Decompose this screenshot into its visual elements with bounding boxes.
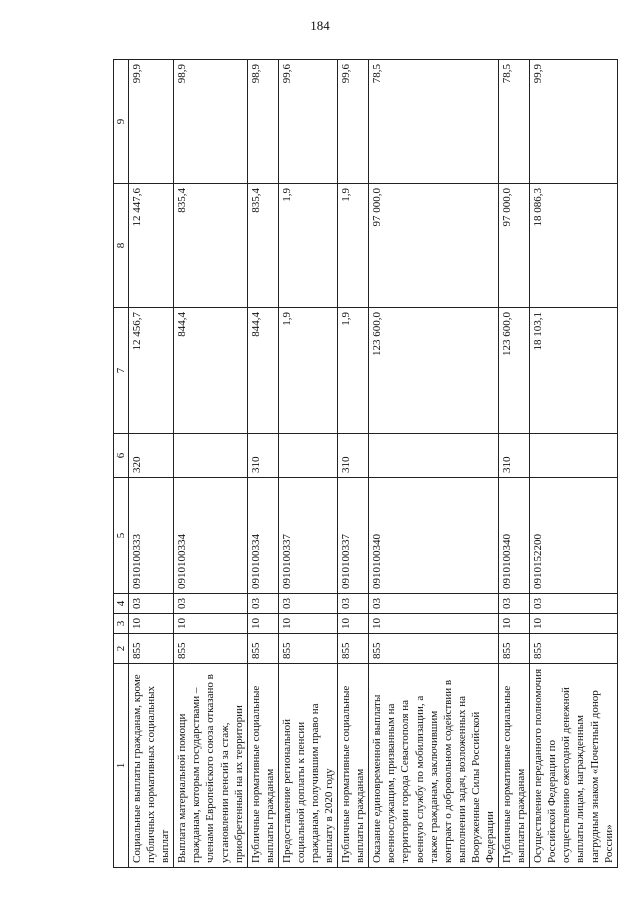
row-target-code: 0910100337 xyxy=(278,478,337,594)
row-percent: 99,9 xyxy=(530,60,617,184)
row-target-code: 0910100337 xyxy=(338,478,369,594)
row-admin-code: 855 xyxy=(174,634,247,664)
header-row xyxy=(114,60,129,868)
row-description: Социальные выплаты гражданам, кроме публичных нормативных социальных выплат xyxy=(129,664,174,868)
row-planned-amount: 18 103,1 xyxy=(530,308,617,434)
row-description: Выплата материальной помощи гражданам, которым государствами – членами Европейского союза отказано в установлении пенсий за стаж, приобретенный на их территории xyxy=(174,664,247,868)
row-expense-type xyxy=(369,434,499,478)
row-planned-amount: 12 456,7 xyxy=(129,308,174,434)
row-percent: 99,6 xyxy=(338,60,369,184)
row-admin-code: 855 xyxy=(530,634,617,664)
row-admin-code: 855 xyxy=(247,634,278,664)
row-planned-amount: 1,9 xyxy=(338,308,369,434)
row-planned-amount: 123 600,0 xyxy=(369,308,499,434)
row-expense-type xyxy=(278,434,337,478)
row-planned-amount: 844,4 xyxy=(247,308,278,434)
header-cell: 7 xyxy=(114,308,129,434)
row-expense-type xyxy=(174,434,247,478)
row-percent: 98,9 xyxy=(247,60,278,184)
row-actual-amount: 835,4 xyxy=(174,184,247,308)
row-expense-type: 310 xyxy=(338,434,369,478)
row-admin-code: 855 xyxy=(369,634,499,664)
row-admin-code: 855 xyxy=(278,634,337,664)
row-actual-amount: 12 447,6 xyxy=(129,184,174,308)
row-percent: 78,5 xyxy=(499,60,530,184)
header-cell: 2 xyxy=(114,634,129,664)
row-target-code: 0910100334 xyxy=(174,478,247,594)
row-description: Оказание единовременной выплаты военнослужащим, призванным на территории города Севастополя на военную службу по мобилизации, а также гражданам, заключившим контракт о добровольном содействии в выполнении задач, возложенных на Вооруженные Силы Российской Федерации xyxy=(369,664,499,868)
row-expense-type: 310 xyxy=(499,434,530,478)
table-row xyxy=(129,60,174,868)
row-expense-type: 310 xyxy=(247,434,278,478)
row-description: Публичные нормативные социальные выплаты гражданам xyxy=(247,664,278,868)
row-description: Осуществление переданного полномочия Российской Федерации по осуществлению ежегодной денежной выплаты лицам, награжденным нагрудным знаком «Почетный донор России» xyxy=(530,664,617,868)
header-cell: 5 xyxy=(114,478,129,594)
row-subsection-code: 03 xyxy=(247,594,278,614)
row-actual-amount: 1,9 xyxy=(278,184,337,308)
row-percent: 98,9 xyxy=(174,60,247,184)
table-row xyxy=(278,60,337,868)
row-section-code: 10 xyxy=(530,614,617,634)
row-description: Предоставление региональной социальной доплаты к пенсии гражданам, получившим право на выплату в 2020 году xyxy=(278,664,337,868)
header-cell: 8 xyxy=(114,184,129,308)
rotated-table-area xyxy=(113,60,615,868)
row-subsection-code: 03 xyxy=(129,594,174,614)
budget-table xyxy=(113,59,618,868)
row-planned-amount: 844,4 xyxy=(174,308,247,434)
header-cell: 1 xyxy=(114,664,129,868)
row-target-code: 0910152200 xyxy=(530,478,617,594)
row-subsection-code: 03 xyxy=(369,594,499,614)
row-section-code: 10 xyxy=(499,614,530,634)
row-section-code: 10 xyxy=(174,614,247,634)
table-row xyxy=(174,60,247,868)
table-row xyxy=(338,60,369,868)
header-cell: 6 xyxy=(114,434,129,478)
row-subsection-code: 03 xyxy=(174,594,247,614)
header-cell: 3 xyxy=(114,614,129,634)
header-cell: 9 xyxy=(114,60,129,184)
row-percent: 99,9 xyxy=(129,60,174,184)
row-section-code: 10 xyxy=(369,614,499,634)
row-target-code: 0910100340 xyxy=(369,478,499,594)
table-row xyxy=(499,60,530,868)
row-admin-code: 855 xyxy=(499,634,530,664)
row-target-code: 0910100340 xyxy=(499,478,530,594)
rotated-table-container xyxy=(113,60,615,868)
row-planned-amount: 123 600,0 xyxy=(499,308,530,434)
row-section-code: 10 xyxy=(129,614,174,634)
row-actual-amount: 18 086,3 xyxy=(530,184,617,308)
row-expense-type: 320 xyxy=(129,434,174,478)
page-number: 184 xyxy=(310,18,330,33)
table-row xyxy=(247,60,278,868)
row-target-code: 0910100334 xyxy=(247,478,278,594)
row-admin-code: 855 xyxy=(129,634,174,664)
row-admin-code: 855 xyxy=(338,634,369,664)
row-subsection-code: 03 xyxy=(530,594,617,614)
row-actual-amount: 97 000,0 xyxy=(499,184,530,308)
row-subsection-code: 03 xyxy=(338,594,369,614)
row-subsection-code: 03 xyxy=(278,594,337,614)
row-section-code: 10 xyxy=(247,614,278,634)
table-row xyxy=(369,60,499,868)
row-actual-amount: 835,4 xyxy=(247,184,278,308)
row-section-code: 10 xyxy=(278,614,337,634)
table-row xyxy=(530,60,617,868)
row-subsection-code: 03 xyxy=(499,594,530,614)
row-expense-type xyxy=(530,434,617,478)
row-percent: 78,5 xyxy=(369,60,499,184)
row-planned-amount: 1,9 xyxy=(278,308,337,434)
row-section-code: 10 xyxy=(338,614,369,634)
row-percent: 99,6 xyxy=(278,60,337,184)
row-target-code: 0910100333 xyxy=(129,478,174,594)
row-description: Публичные нормативные социальные выплаты гражданам xyxy=(499,664,530,868)
row-actual-amount: 97 000,0 xyxy=(369,184,499,308)
header-cell: 4 xyxy=(114,594,129,614)
row-description: Публичные нормативные социальные выплаты гражданам xyxy=(338,664,369,868)
row-actual-amount: 1,9 xyxy=(338,184,369,308)
